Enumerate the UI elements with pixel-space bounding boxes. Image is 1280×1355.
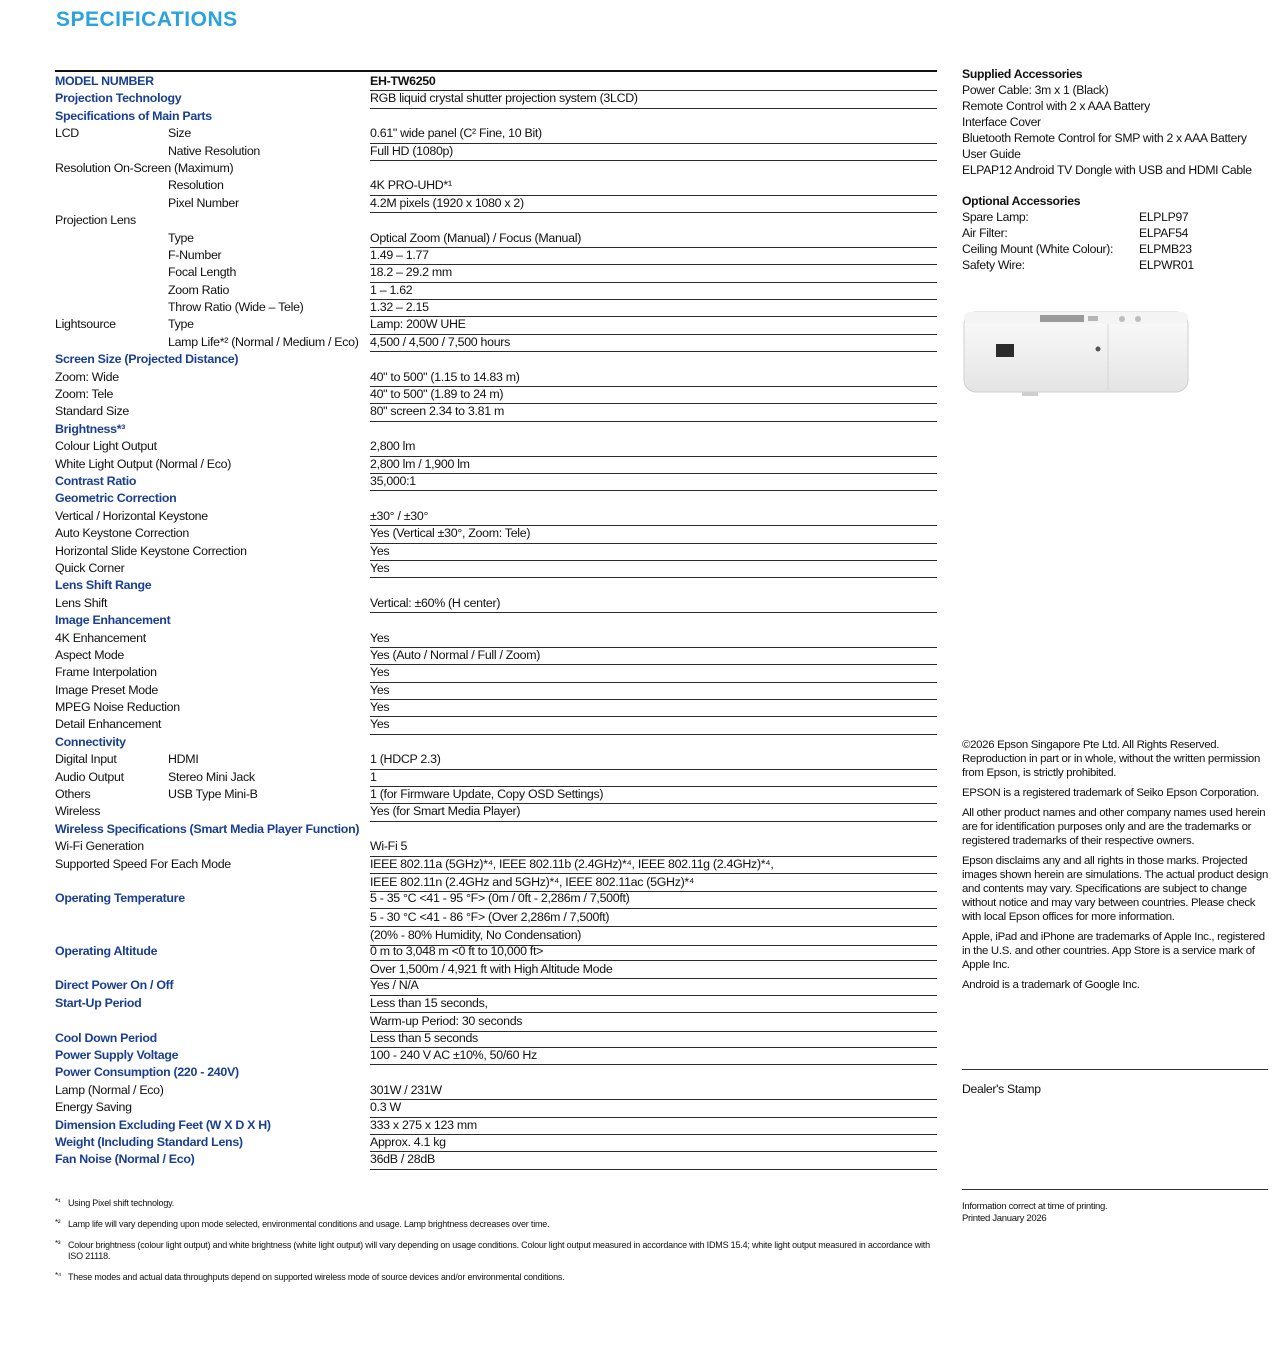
spec-value-line: (20% - 80% Humidity, No Condensation) — [370, 928, 582, 943]
spec-row — [55, 369, 937, 386]
spec-value-line: IEEE 802.11n (2.4GHz and 5GHz)*⁴, IEEE 802.11ac (5GHz)*⁴ — [370, 874, 694, 889]
spec-value — [370, 734, 937, 751]
footnote — [55, 1219, 945, 1230]
spec-label: Geometric Correction — [55, 491, 177, 506]
spec-value — [370, 421, 937, 438]
spec-sublabel: Native Resolution — [168, 143, 261, 158]
spec-value: 2,800 lm — [370, 438, 937, 456]
spec-label: Image Enhancement — [55, 613, 171, 628]
spec-sublabel: Type — [168, 317, 194, 332]
spec-value: Lamp: 200W UHE — [370, 316, 937, 334]
printing-rule — [962, 1189, 1268, 1190]
spec-label: LCD — [55, 126, 79, 141]
spec-row — [55, 1134, 937, 1151]
spec-value: 1 — [370, 769, 937, 787]
spec-row — [55, 230, 937, 247]
spec-row — [55, 769, 937, 786]
optional-item-code: ELPLP97 — [1139, 210, 1189, 224]
spec-value: Yes — [370, 543, 937, 561]
spec-value: 1 (for Firmware Update, Copy OSD Settings) — [370, 786, 937, 804]
spec-value — [370, 856, 937, 893]
spec-value — [370, 160, 937, 177]
spec-row — [55, 856, 937, 891]
optional-item-code: ELPMB23 — [1139, 242, 1192, 256]
spec-label: Horizontal Slide Keystone Correction — [55, 543, 247, 558]
supplied-item: Remote Control with 2 x AAA Battery — [962, 99, 1150, 113]
spec-label: Vertical / Horizontal Keystone — [55, 508, 208, 523]
spec-row — [55, 821, 937, 838]
supplied-item: Bluetooth Remote Control for SMP with 2 x AAA Battery — [962, 131, 1247, 145]
spec-row — [55, 995, 937, 1030]
footnotes — [55, 1198, 945, 1293]
spec-row — [55, 1064, 937, 1081]
spec-label: Zoom: Tele — [55, 387, 114, 402]
spec-value — [370, 995, 937, 1032]
supplied-accessories-heading: Supplied Accessories — [962, 67, 1083, 81]
spec-row — [55, 125, 937, 142]
spec-table — [55, 70, 937, 1169]
spec-row — [55, 438, 937, 455]
spec-value: 36dB / 28dB — [370, 1151, 937, 1169]
spec-row — [55, 299, 937, 316]
optional-item-name: Safety Wire: — [962, 258, 1025, 272]
spec-label: Standard Size — [55, 404, 129, 419]
optional-item-name: Air Filter: — [962, 226, 1008, 240]
spec-label: Wi-Fi Generation — [55, 839, 144, 854]
spec-label: Colour Light Output — [55, 439, 157, 454]
spec-value: 1.32 – 2.15 — [370, 299, 937, 317]
spec-value: 100 - 240 V AC ±10%, 50/60 Hz — [370, 1047, 937, 1065]
spec-label: Cool Down Period — [55, 1030, 157, 1045]
spec-value-line: 5 - 35 °C <41 - 95 °F> (0m / 0ft - 2,286m / 7,500ft) — [370, 890, 937, 908]
optional-item — [962, 225, 1268, 241]
spec-value — [370, 1064, 937, 1081]
spec-label: Fan Noise (Normal / Eco) — [55, 1152, 195, 1167]
spec-row — [55, 699, 937, 716]
supplied-item: Power Cable: 3m x 1 (Black) — [962, 83, 1109, 97]
spec-row — [55, 73, 937, 90]
spec-row — [55, 786, 937, 803]
spec-value: 35,000:1 — [370, 473, 937, 491]
spec-value: Vertical: ±60% (H center) — [370, 595, 937, 613]
spec-label: 4K Enhancement — [55, 630, 146, 645]
legal-paragraph: All other product names and other company names used herein are for identification purposes only and are the trademarks or registered trademarks of their respective owners. — [962, 807, 1266, 847]
spec-value: 0.3 W — [370, 1099, 937, 1117]
spec-sublabel: Stereo Mini Jack — [168, 769, 255, 784]
spec-value-line: 5 - 30 °C <41 - 86 °F> (Over 2,286m / 7,500ft) — [370, 909, 937, 927]
spec-sublabel: USB Type Mini-B — [168, 787, 258, 802]
spec-value: EH-TW6250 — [370, 73, 937, 91]
spec-row — [55, 108, 937, 125]
spec-row — [55, 838, 937, 855]
spec-label: Detail Enhancement — [55, 717, 162, 732]
footnote-text: Colour brightness (colour light output) and white brightness (white light output) will vary depending on usage conditions. Colour light output measured in accordance with IDMS 15.4; white light output measured in accordance with ISO 21118. — [68, 1240, 930, 1261]
spec-label: Specifications of Main Parts — [55, 108, 212, 123]
spec-row — [55, 543, 937, 560]
spec-label: MPEG Noise Reduction — [55, 700, 180, 715]
spec-row — [55, 1082, 937, 1099]
spec-row — [55, 143, 937, 160]
spec-value — [370, 490, 937, 507]
spec-label: Dimension Excluding Feet (W X D X H) — [55, 1117, 271, 1132]
spec-row — [55, 264, 937, 281]
spec-value-line: Warm-up Period: 30 seconds — [370, 1014, 523, 1029]
spec-label: Projection Technology — [55, 91, 182, 106]
spec-sublabel: Focal Length — [168, 265, 237, 280]
supplied-accessories — [962, 66, 1268, 178]
spec-row — [55, 525, 937, 542]
spec-value: Yes — [370, 699, 937, 717]
spec-row — [55, 351, 937, 368]
spec-sublabel: F-Number — [168, 247, 222, 262]
spec-sublabel: Zoom Ratio — [168, 282, 230, 297]
spec-row — [55, 647, 937, 664]
spec-label: Contrast Ratio — [55, 473, 137, 488]
spec-row — [55, 421, 937, 438]
spec-label: Wireless — [55, 804, 101, 819]
spec-row — [55, 282, 937, 299]
spec-row — [55, 977, 937, 994]
spec-label: Screen Size (Projected Distance) — [55, 352, 239, 367]
spec-value: 333 x 275 x 123 mm — [370, 1117, 937, 1135]
optional-item-code: ELPAF54 — [1139, 226, 1189, 240]
spec-label: White Light Output (Normal / Eco) — [55, 456, 232, 471]
spec-value: 80" screen 2.34 to 3.81 m — [370, 403, 937, 421]
spec-row — [55, 386, 937, 403]
spec-row — [55, 943, 937, 978]
spec-value-line: 0 m to 3,048 m <0 ft to 10,000 ft> — [370, 943, 937, 961]
optional-item-code: ELPWR01 — [1139, 258, 1194, 272]
spec-label: Operating Temperature — [55, 891, 185, 906]
spec-value: Wi-Fi 5 — [370, 838, 937, 856]
footnote — [55, 1272, 945, 1283]
spec-sublabel: Type — [168, 230, 194, 245]
spec-row — [55, 212, 937, 229]
spec-value — [370, 890, 937, 945]
spec-label: Weight (Including Standard Lens) — [55, 1134, 243, 1149]
spec-row — [55, 195, 937, 212]
footnote-text: These modes and actual data throughputs depend on supported wireless mode of source devices and/or environmental conditions. — [68, 1272, 565, 1282]
spec-label: Frame Interpolation — [55, 665, 157, 680]
spec-row — [55, 490, 937, 507]
spec-label: Lightsource — [55, 317, 116, 332]
projector-image — [962, 304, 1192, 402]
spec-value: 40" to 500" (1.89 to 24 m) — [370, 386, 937, 404]
spec-row — [55, 716, 937, 733]
spec-value: ±30° / ±30° — [370, 508, 937, 526]
spec-label: Lamp (Normal / Eco) — [55, 1082, 164, 1097]
printing-line-1: Information correct at time of printing. — [962, 1201, 1108, 1212]
spec-label: Energy Saving — [55, 1100, 132, 1115]
spec-value: 301W / 231W — [370, 1082, 937, 1100]
spec-value: Yes — [370, 664, 937, 682]
spec-value: 1.49 – 1.77 — [370, 247, 937, 265]
spec-label: Connectivity — [55, 734, 126, 749]
spec-label: Power Supply Voltage — [55, 1047, 179, 1062]
dealer-stamp-rule — [962, 1069, 1268, 1070]
spec-value: Yes (Vertical ±30°, Zoom: Tele) — [370, 525, 937, 543]
spec-value: Less than 5 seconds — [370, 1030, 937, 1048]
spec-label: Aspect Mode — [55, 647, 125, 662]
spec-label: Auto Keystone Correction — [55, 526, 189, 541]
spec-label: Zoom: Wide — [55, 369, 119, 384]
spec-row — [55, 160, 937, 177]
spec-value — [370, 821, 937, 838]
spec-value — [370, 351, 937, 368]
supplied-item: Interface Cover — [962, 115, 1041, 129]
spec-label: Projection Lens — [55, 213, 136, 228]
optional-item — [962, 241, 1268, 257]
spec-row — [55, 403, 937, 420]
dealer-stamp-area — [962, 1069, 1268, 1097]
spec-sublabel: Pixel Number — [168, 195, 239, 210]
spec-label: Direct Power On / Off — [55, 978, 174, 993]
spec-row — [55, 1030, 937, 1047]
optional-item-name: Spare Lamp: — [962, 210, 1029, 224]
optional-accessories-heading: Optional Accessories — [962, 194, 1081, 208]
spec-label: Image Preset Mode — [55, 682, 159, 697]
footnote-mark: *² — [55, 1218, 61, 1227]
spec-value: RGB liquid crystal shutter projection system (3LCD) — [370, 90, 937, 108]
spec-row — [55, 1117, 937, 1134]
spec-sublabel: Size — [168, 126, 191, 141]
spec-value: 1 – 1.62 — [370, 282, 937, 300]
supplied-item: ELPAP12 Android TV Dongle with USB and HDMI Cable — [962, 163, 1252, 177]
legal-notice — [962, 738, 1268, 998]
spec-row — [55, 630, 937, 647]
spec-value: Yes — [370, 716, 937, 734]
spec-sublabel: Lamp Life*² (Normal / Medium / Eco) — [168, 334, 359, 349]
spec-value-line: Less than 15 seconds, — [370, 995, 937, 1013]
spec-value: 4,500 / 4,500 / 7,500 hours — [370, 334, 937, 352]
spec-value: Approx. 4.1 kg — [370, 1134, 937, 1152]
legal-paragraph: ©2026 Epson Singapore Pte Ltd. All Rights Reserved. Reproduction in part or in whole, without the written permission from Epson, is strictly prohibited. — [962, 739, 1260, 779]
legal-paragraph: Apple, iPad and iPhone are trademarks of Apple Inc., registered in the U.S. and other countries. App Store is a service mark of Apple Inc. — [962, 931, 1265, 971]
footnote-mark: *⁴ — [55, 1271, 62, 1280]
spec-value: Yes (for Smart Media Player) — [370, 803, 937, 821]
spec-value: Yes — [370, 682, 937, 700]
optional-item — [962, 209, 1268, 225]
spec-label: Lens Shift Range — [55, 578, 152, 593]
footnote-mark: *³ — [55, 1239, 61, 1248]
spec-label: Wireless Specifications (Smart Media Player Function) — [55, 821, 360, 836]
spec-row — [55, 664, 937, 681]
spec-value: Optical Zoom (Manual) / Focus (Manual) — [370, 230, 937, 248]
spec-label: Brightness*³ — [55, 421, 126, 436]
spec-label: Start-Up Period — [55, 995, 142, 1010]
spec-row — [55, 577, 937, 594]
printing-line-2: Printed January 2026 — [962, 1213, 1047, 1224]
spec-label: MODEL NUMBER — [55, 74, 154, 88]
spec-row — [55, 612, 937, 629]
spec-sublabel: HDMI — [168, 752, 199, 767]
optional-item — [962, 257, 1268, 273]
spec-row — [55, 508, 937, 525]
spec-row — [55, 177, 937, 194]
spec-row — [55, 334, 937, 351]
spec-value: Yes / N/A — [370, 977, 937, 995]
footnote-text: Using Pixel shift technology. — [68, 1198, 175, 1208]
spec-value — [370, 108, 937, 125]
spec-row — [55, 1151, 937, 1168]
spec-row — [55, 803, 937, 820]
table-top-rule — [55, 70, 937, 72]
spec-label: Audio Output — [55, 769, 124, 784]
spec-row — [55, 473, 937, 490]
spec-value-line: IEEE 802.11a (5GHz)*⁴, IEEE 802.11b (2.4GHz)*⁴, IEEE 802.11g (2.4GHz)*⁴, — [370, 856, 937, 874]
spec-value: Yes — [370, 630, 937, 648]
legal-paragraph: Android is a trademark of Google Inc. — [962, 979, 1140, 991]
spec-value: 2,800 lm / 1,900 lm — [370, 456, 937, 474]
spec-label: Digital Input — [55, 752, 117, 767]
spec-row — [55, 316, 937, 333]
optional-item-name: Ceiling Mount (White Colour): — [962, 242, 1114, 256]
footnote — [55, 1198, 945, 1209]
footnote — [55, 1240, 945, 1262]
spec-row — [55, 682, 937, 699]
spec-sublabel: Resolution — [168, 178, 224, 193]
spec-value: 4.2M pixels (1920 x 1080 x 2) — [370, 195, 937, 213]
spec-row — [55, 734, 937, 751]
spec-value: Yes (Auto / Normal / Full / Zoom) — [370, 647, 937, 665]
dealer-stamp-label: Dealer's Stamp — [962, 1082, 1041, 1096]
spec-sublabel: Throw Ratio (Wide – Tele) — [168, 300, 304, 315]
spec-row — [55, 456, 937, 473]
spec-value — [370, 943, 937, 980]
printing-info — [962, 1189, 1268, 1225]
spec-value: 4K PRO-UHD*¹ — [370, 177, 937, 195]
spec-label: Supported Speed For Each Mode — [55, 856, 231, 871]
spec-label: Others — [55, 787, 91, 802]
spec-row — [55, 247, 937, 264]
spec-row — [55, 595, 937, 612]
spec-label: Quick Corner — [55, 560, 125, 575]
legal-paragraph: Epson disclaims any and all rights in those marks. Projected images shown herein are simulations. The actual product design and contents may vary. Specifications are subject to change without notice and may vary between countries. Please check with local Epson offices for more information. — [962, 855, 1269, 923]
spec-row — [55, 90, 937, 107]
optional-accessories — [962, 193, 1268, 273]
spec-label: Resolution On-Screen (Maximum) — [55, 160, 234, 175]
spec-row — [55, 560, 937, 577]
spec-value: 18.2 – 29.2 mm — [370, 264, 937, 282]
supplied-item: User Guide — [962, 147, 1021, 161]
spec-value — [370, 577, 937, 594]
spec-row — [55, 890, 937, 942]
spec-value-line: Over 1,500m / 4,921 ft with High Altitude Mode — [370, 961, 613, 976]
footnote-text: Lamp life will vary depending upon mode selected, environmental conditions and usage. Lamp brightness decreases over time. — [68, 1219, 550, 1229]
legal-paragraph: EPSON is a registered trademark of Seiko Epson Corporation. — [962, 787, 1259, 799]
spec-label: Operating Altitude — [55, 943, 158, 958]
spec-row — [55, 751, 937, 768]
page-title: SPECIFICATIONS — [56, 8, 238, 31]
spec-value — [370, 212, 937, 229]
spec-value: 40" to 500" (1.15 to 14.83 m) — [370, 369, 937, 387]
spec-row — [55, 1099, 937, 1116]
spec-label: Power Consumption (220 - 240V) — [55, 1065, 239, 1080]
footnote-mark: *¹ — [55, 1197, 61, 1206]
spec-value: 1 (HDCP 2.3) — [370, 751, 937, 769]
spec-value: Yes — [370, 560, 937, 578]
spec-row — [55, 1047, 937, 1064]
spec-label: Lens Shift — [55, 595, 108, 610]
spec-value: 0.61" wide panel (C² Fine, 10 Bit) — [370, 125, 937, 143]
spec-value — [370, 612, 937, 629]
spec-value: Full HD (1080p) — [370, 143, 937, 161]
